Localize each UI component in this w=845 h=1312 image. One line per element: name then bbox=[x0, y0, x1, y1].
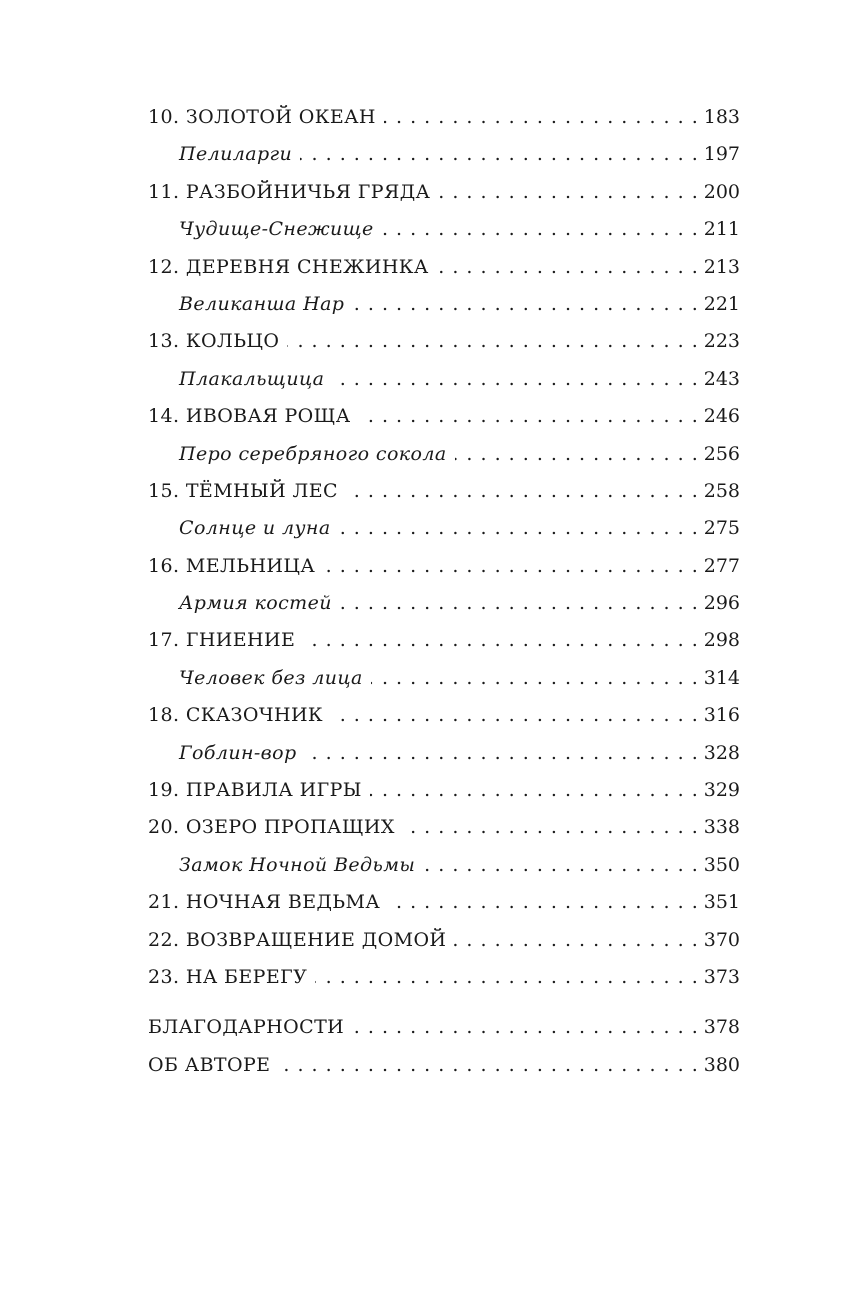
dot-leader bbox=[455, 436, 698, 473]
toc-entry-page: 256 bbox=[703, 442, 740, 465]
toc-entry-title: Замок Ночной Ведьмы bbox=[179, 853, 416, 876]
dot-leader bbox=[346, 473, 698, 510]
toc-entry-page: 370 bbox=[703, 928, 740, 951]
toc-entry-page: 373 bbox=[703, 965, 740, 988]
dot-leader bbox=[305, 735, 698, 772]
toc-entry-chapter-15 bbox=[148, 473, 740, 510]
toc-entry-chapter-14 bbox=[148, 398, 740, 435]
toc-entry-chapter-22 bbox=[148, 922, 740, 959]
dot-leader bbox=[388, 884, 698, 921]
dot-leader bbox=[339, 510, 698, 547]
toc-entry-page: 213 bbox=[703, 255, 740, 278]
dot-leader bbox=[359, 398, 698, 435]
toc-entry-page: 183 bbox=[703, 106, 740, 128]
toc-entry-title: 13. КОЛЬЦО bbox=[148, 330, 280, 353]
toc-entry-about-author bbox=[148, 1047, 740, 1084]
dot-leader bbox=[315, 959, 697, 996]
toc-entry-chapter-16 bbox=[148, 548, 740, 585]
table-of-contents bbox=[148, 99, 740, 1084]
toc-entry-page: 314 bbox=[703, 666, 740, 689]
dot-leader bbox=[384, 99, 698, 136]
dot-leader bbox=[352, 1009, 698, 1046]
dot-leader bbox=[437, 249, 698, 286]
toc-entry-title: 17. ГНИЕНИЕ bbox=[148, 629, 296, 652]
toc-entry-story bbox=[148, 436, 740, 473]
toc-entry-title: 22. ВОЗВРАЩЕНИЕ ДОМОЙ bbox=[148, 928, 447, 951]
dot-leader bbox=[287, 323, 697, 360]
toc-entry-page: 246 bbox=[703, 405, 740, 428]
toc-entry-title: Великанша Нар bbox=[179, 292, 345, 315]
toc-entry-title: 15. ТЁМНЫЙ ЛЕС bbox=[148, 479, 338, 502]
toc-entry-page: 316 bbox=[703, 704, 740, 727]
dot-leader bbox=[371, 660, 698, 697]
toc-entry-acknowledgements bbox=[148, 1009, 740, 1046]
toc-entry-page: 296 bbox=[703, 592, 740, 615]
toc-entry-chapter-12 bbox=[148, 249, 740, 286]
dot-leader bbox=[423, 847, 698, 884]
dot-leader bbox=[454, 922, 697, 959]
toc-entry-page: 200 bbox=[703, 180, 740, 203]
toc-entry-title: БЛАГОДАРНОСТИ bbox=[148, 1016, 345, 1039]
toc-entry-title: 21. НОЧНАЯ ВЕДЬМА bbox=[148, 891, 381, 914]
toc-entry-chapter-11 bbox=[148, 174, 740, 211]
dot-leader bbox=[300, 136, 698, 173]
toc-entry-title: Перо серебряного сокола bbox=[179, 442, 447, 465]
toc-entry-chapter-17 bbox=[148, 622, 740, 659]
toc-entry-title: Пелиларги bbox=[179, 143, 293, 166]
toc-entry-page: 223 bbox=[703, 330, 740, 353]
toc-entry-chapter-20 bbox=[148, 809, 740, 846]
toc-entry-page: 277 bbox=[703, 554, 740, 577]
toc-entry-story bbox=[148, 510, 740, 547]
toc-entry-title: Чудище-Снежище bbox=[179, 218, 374, 241]
toc-entry-title: Солнце и луна bbox=[179, 517, 331, 540]
toc-entry-page: 211 bbox=[703, 218, 740, 241]
toc-entry-title: 14. ИВОВАЯ РОЩА bbox=[148, 405, 351, 428]
toc-entry-page: 275 bbox=[703, 517, 740, 540]
toc-entry-page: 378 bbox=[703, 1016, 740, 1039]
toc-entry-title: Армия костей bbox=[179, 592, 332, 615]
toc-entry-page: 351 bbox=[703, 891, 740, 914]
toc-entry-page: 328 bbox=[703, 741, 740, 764]
toc-entry-story bbox=[148, 361, 740, 398]
toc-entry-page: 258 bbox=[703, 479, 740, 502]
toc-entry-chapter-21 bbox=[148, 884, 740, 921]
dot-leader bbox=[352, 286, 697, 323]
toc-entry-title: 19. ПРАВИЛА ИГРЫ bbox=[148, 779, 362, 802]
toc-entry-story bbox=[148, 585, 740, 622]
toc-entry-chapter-23 bbox=[148, 959, 740, 996]
toc-entry-story bbox=[148, 847, 740, 884]
dot-leader bbox=[278, 1047, 697, 1084]
dot-leader bbox=[332, 361, 697, 398]
dot-leader bbox=[438, 174, 697, 211]
toc-entry-page: 350 bbox=[703, 853, 740, 876]
dot-leader bbox=[382, 211, 698, 248]
toc-entry-title: Человек без лица bbox=[179, 666, 363, 689]
toc-entry-story bbox=[148, 211, 740, 248]
toc-entry-story bbox=[148, 136, 740, 173]
toc-entry-page: 380 bbox=[703, 1053, 740, 1076]
toc-entry-title: Гоблин-вор bbox=[179, 741, 297, 764]
dot-leader bbox=[403, 809, 698, 846]
dot-leader bbox=[303, 622, 697, 659]
toc-entry-page: 298 bbox=[703, 629, 740, 652]
toc-entry-title: 16. МЕЛЬНИЦА bbox=[148, 554, 316, 577]
toc-entry-page: 243 bbox=[703, 367, 740, 390]
toc-entry-title: Плакальщица bbox=[179, 367, 325, 390]
toc-entry-chapter-19 bbox=[148, 772, 740, 809]
toc-entry-title: ОБ АВТОРЕ bbox=[148, 1053, 271, 1076]
toc-entry-page: 221 bbox=[703, 292, 740, 315]
toc-entry-page: 329 bbox=[703, 779, 740, 802]
toc-entry-title: 10. ЗОЛОТОЙ ОКЕАН bbox=[148, 106, 376, 128]
toc-entry-story bbox=[148, 286, 740, 323]
toc-entry-story bbox=[148, 735, 740, 772]
toc-entry-story bbox=[148, 660, 740, 697]
toc-entry-title: 12. ДЕРЕВНЯ СНЕЖИНКА bbox=[148, 255, 429, 278]
toc-entry-title: 20. ОЗЕРО ПРОПАЩИХ bbox=[148, 816, 395, 839]
dot-leader bbox=[340, 585, 698, 622]
dot-leader bbox=[323, 548, 698, 585]
toc-entry-chapter-13 bbox=[148, 323, 740, 360]
toc-entry-title: 23. НА БЕРЕГУ bbox=[148, 965, 308, 988]
toc-entry-chapter-10 bbox=[148, 99, 740, 136]
dot-leader bbox=[331, 697, 698, 734]
toc-entry-title: 11. РАЗБОЙНИЧЬЯ ГРЯДА bbox=[148, 180, 431, 203]
toc-entry-title: 18. СКАЗОЧНИК bbox=[148, 704, 324, 727]
toc-entry-chapter-18 bbox=[148, 697, 740, 734]
dot-leader bbox=[370, 772, 698, 809]
toc-entry-page: 338 bbox=[703, 816, 740, 839]
toc-entry-page: 197 bbox=[703, 143, 740, 166]
